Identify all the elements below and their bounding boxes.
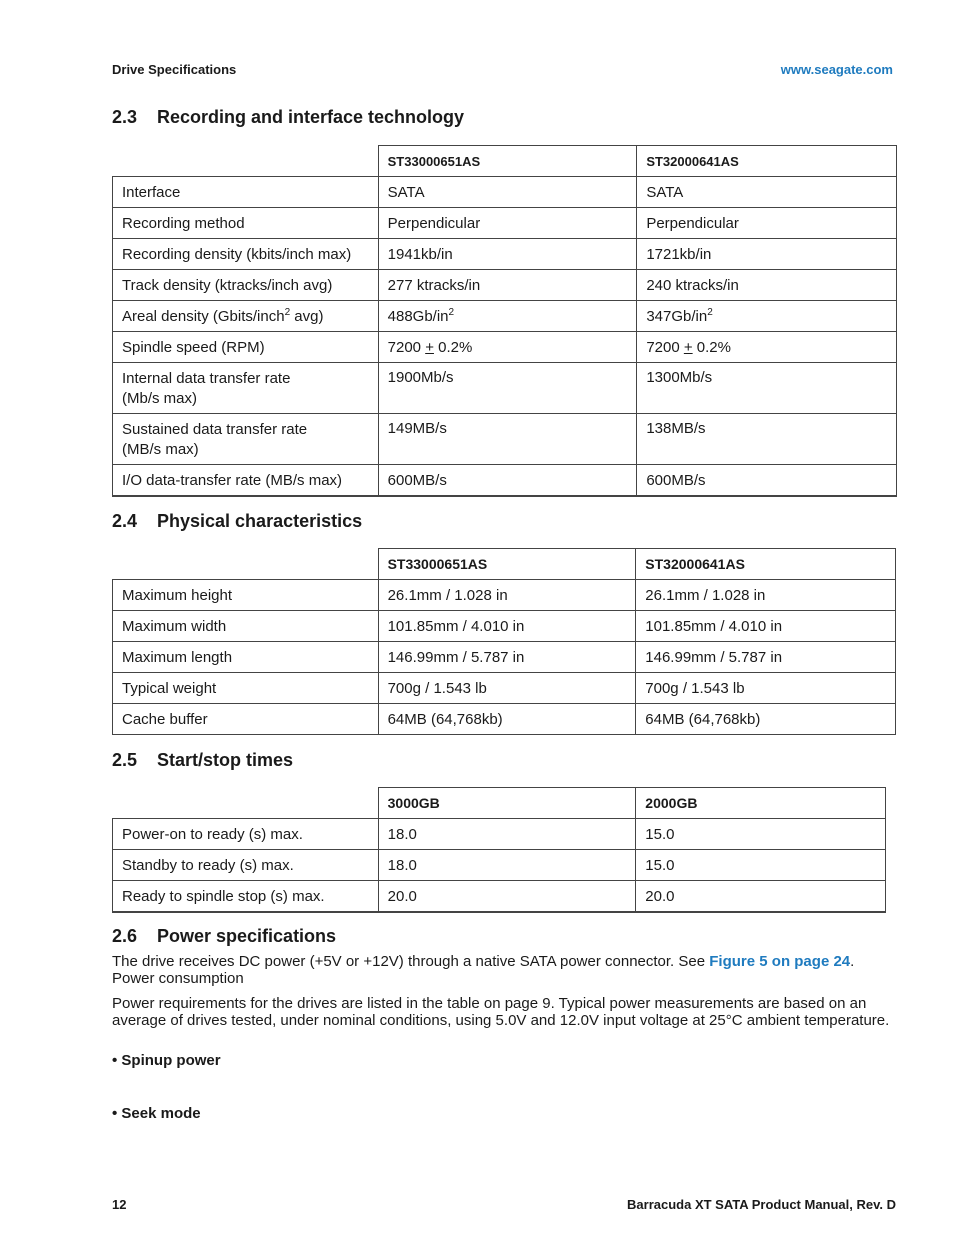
cell-text: 347Gb/in	[646, 307, 708, 325]
table-cell: 26.1mm / 1.028 in	[378, 580, 636, 611]
table-cell: 26.1mm / 1.028 in	[636, 580, 896, 611]
table-cell: 146.99mm / 5.787 in	[378, 642, 636, 673]
table-row	[113, 301, 897, 332]
cell-text: 7200	[646, 338, 684, 356]
table-cell: I/O data-transfer rate (MB/s max)	[113, 465, 379, 497]
cell-text: 488Gb/in	[387, 307, 449, 325]
table-cell: SATA	[378, 177, 637, 208]
table-cell: Perpendicular	[637, 208, 897, 239]
header-website-link[interactable]: www.seagate.com	[780, 62, 893, 77]
section-number: 2.3	[112, 107, 138, 127]
table-header-blank	[113, 146, 379, 177]
table-cell: 1941kb/in	[378, 239, 637, 270]
recording-interface-table	[112, 145, 897, 497]
section-heading-2-3	[112, 107, 464, 128]
table-cell: Maximum height	[113, 580, 379, 611]
table-cell	[113, 363, 379, 414]
table-cell: Typical weight	[113, 673, 379, 704]
table-row	[113, 177, 897, 208]
table-cell: Interface	[113, 177, 379, 208]
table-row	[113, 414, 897, 465]
table-cell: Power-on to ready (s) max.	[113, 819, 379, 850]
superscript: 2	[448, 306, 455, 318]
table-row	[113, 819, 886, 850]
table-header-row	[113, 788, 886, 819]
table-header-row	[113, 146, 897, 177]
section-number: 2.4	[112, 511, 138, 531]
table-row	[113, 239, 897, 270]
superscript: 2	[284, 306, 291, 318]
table-header-cell: ST32000641AS	[636, 549, 896, 580]
table-cell: 240 ktracks/in	[637, 270, 897, 301]
table-cell	[378, 301, 637, 332]
table-header-blank	[113, 788, 379, 819]
paragraph-text: Power consumption	[112, 970, 244, 987]
table-row	[113, 270, 897, 301]
table-cell: Cache buffer	[113, 704, 379, 735]
table-row	[113, 580, 896, 611]
table-cell: 1721kb/in	[637, 239, 897, 270]
table-cell: Spindle speed (RPM)	[113, 332, 379, 363]
table-header-cell: ST33000651AS	[378, 549, 636, 580]
table-row	[113, 850, 886, 881]
table-cell: 600MB/s	[637, 465, 897, 497]
table-cell: 700g / 1.543 lb	[636, 673, 896, 704]
table-cell: 64MB (64,768kb)	[636, 704, 896, 735]
table-row	[113, 332, 897, 363]
section-heading-2-4	[112, 511, 362, 532]
cell-text: Areal density (Gbits/inch	[122, 307, 285, 325]
table-cell: 101.85mm / 4.010 in	[378, 611, 636, 642]
table-cell	[113, 414, 379, 465]
table-header-row	[113, 549, 896, 580]
bullet-seek-mode: • Seek mode	[112, 1105, 201, 1122]
table-row	[113, 611, 896, 642]
table-cell: 101.85mm / 4.010 in	[636, 611, 896, 642]
cell-text: avg)	[290, 307, 324, 325]
table-cell: SATA	[637, 177, 897, 208]
bullet-spinup-power: • Spinup power	[112, 1052, 221, 1069]
superscript: 2	[707, 306, 713, 318]
table-cell: 15.0	[636, 819, 886, 850]
section-number: 2.6	[112, 926, 138, 946]
table-cell	[378, 332, 637, 363]
table-row	[113, 704, 896, 735]
section-heading-2-6	[112, 926, 336, 947]
cell-text-line2: (MB/s max)	[122, 441, 199, 458]
table-cell: 64MB (64,768kb)	[378, 704, 636, 735]
table-header-cell: ST33000651AS	[378, 146, 637, 177]
table-header-cell: ST32000641AS	[637, 146, 897, 177]
section-heading-2-5	[112, 750, 293, 771]
power-intro-paragraph	[112, 953, 902, 987]
cell-text: 0.2%	[692, 338, 731, 356]
cell-text: 0.2%	[433, 338, 473, 356]
section-title: Power specifications	[157, 926, 337, 946]
table-cell: 1300Mb/s	[637, 363, 897, 414]
table-cell: 700g / 1.543 lb	[378, 673, 636, 704]
section-title: Recording and interface technology	[157, 107, 465, 127]
plus-minus-sign: +	[683, 338, 693, 356]
paragraph-text: .	[850, 953, 855, 970]
table-header-cell: 3000GB	[378, 788, 636, 819]
table-row	[113, 881, 886, 913]
table-cell: Perpendicular	[378, 208, 637, 239]
table-cell	[113, 301, 379, 332]
table-cell	[637, 301, 897, 332]
cell-text-line1: Sustained data transfer rate	[122, 421, 308, 438]
table-cell: Track density (ktracks/inch avg)	[113, 270, 379, 301]
table-cell: 138MB/s	[637, 414, 897, 465]
table-cell: 146.99mm / 5.787 in	[636, 642, 896, 673]
figure-reference-link[interactable]: Figure 5 on page 24	[709, 953, 851, 970]
footer-document-title: Barracuda XT SATA Product Manual, Rev. D	[627, 1197, 896, 1212]
table-cell: 277 ktracks/in	[378, 270, 637, 301]
power-requirements-paragraph: Power requirements for the drives are listed in the table on page 9. Typical power measurements are based on an average of drives tested, under nominal conditions, using 5.0V and 12.0V input voltage at 25°C ambient temperature.	[112, 995, 890, 1029]
table-cell: Maximum width	[113, 611, 379, 642]
table-cell: Recording method	[113, 208, 379, 239]
section-title: Physical characteristics	[157, 511, 363, 531]
section-number: 2.5	[112, 750, 138, 770]
cell-text: 7200	[387, 338, 426, 356]
table-cell: 18.0	[378, 819, 636, 850]
paragraph-text: The drive receives DC power (+5V or +12V) through a native SATA power connector. See	[112, 953, 710, 970]
header-section-title: Drive Specifications	[112, 62, 237, 77]
table-cell: 149MB/s	[378, 414, 637, 465]
table-header-cell: 2000GB	[636, 788, 886, 819]
section-title: Start/stop times	[157, 750, 294, 770]
table-cell: 20.0	[378, 881, 636, 913]
footer-page-number: 12	[112, 1197, 127, 1212]
table-cell: 18.0	[378, 850, 636, 881]
plus-minus-sign: +	[425, 338, 434, 356]
table-cell: Ready to spindle stop (s) max.	[113, 881, 379, 913]
table-row	[113, 673, 896, 704]
table-cell: Recording density (kbits/inch max)	[113, 239, 379, 270]
table-cell: 600MB/s	[378, 465, 637, 497]
table-row	[113, 208, 897, 239]
cell-text-line2: (Mb/s max)	[122, 390, 197, 407]
table-row	[113, 363, 897, 414]
table-cell	[637, 332, 897, 363]
table-row	[113, 465, 897, 497]
table-cell: 20.0	[636, 881, 886, 913]
table-cell: Maximum length	[113, 642, 379, 673]
table-row	[113, 642, 896, 673]
table-header-blank	[113, 549, 379, 580]
physical-characteristics-table	[112, 548, 896, 735]
table-cell: Standby to ready (s) max.	[113, 850, 379, 881]
cell-text-line1: Internal data transfer rate	[122, 370, 291, 387]
table-cell: 1900Mb/s	[378, 363, 637, 414]
table-cell: 15.0	[636, 850, 886, 881]
start-stop-times-table	[112, 787, 886, 913]
